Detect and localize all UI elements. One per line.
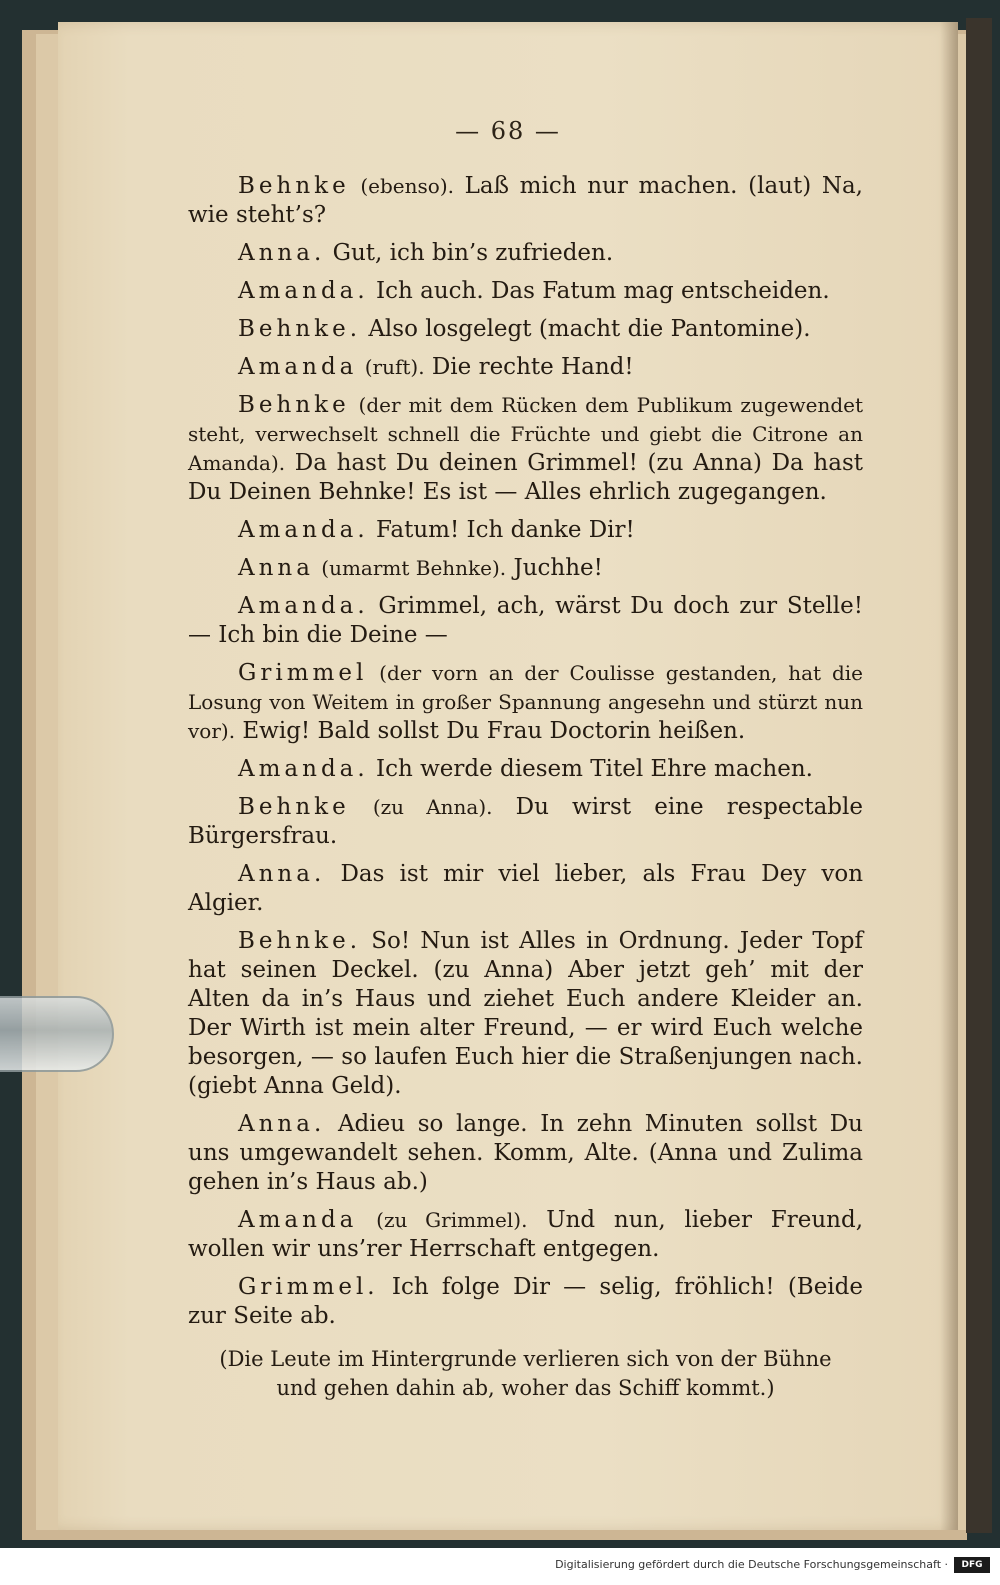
- footer-bar: [0, 1548, 1000, 1585]
- dialogue-text: Das ist mir viel lieber, als Frau Dey von Algier.: [188, 861, 864, 916]
- dialogue-text: So! Nun ist Alles in Ordnung. Jeder Topf hat seinen Deckel. (zu Anna) Aber jetzt geh’ mit der Alten da in’s Haus und ziehet Euch andere Kleider an. Der Wirth ist mein alter Freund, — er wird Euch welche besorgen, — so laufen Euch hier die Straßenjungen nach. (giebt Anna Geld).: [188, 928, 863, 1099]
- dialogue-paragraph: [188, 239, 863, 268]
- speaker-name: Amanda.: [238, 756, 369, 782]
- speaker-name: Behnke.: [238, 316, 361, 342]
- dialogue-text: Also losgelegt (macht die Pantomine).: [368, 316, 811, 342]
- dialogue-paragraph: [188, 659, 863, 746]
- dialogue-paragraph: [188, 277, 863, 306]
- dialogue-paragraph: [188, 315, 863, 344]
- speaker-name: Amanda: [238, 1207, 358, 1233]
- speaker-name: Anna.: [238, 861, 326, 887]
- dialogue-paragraph: [188, 1273, 863, 1331]
- stage-note: (ruft).: [364, 355, 425, 379]
- stage-note: (der vorn an der Coulisse gestanden, hat die Losung von Weitem in großer Spannung angesehn und stürzt nun vor).: [188, 661, 864, 743]
- dialogue-text: Laß mich nur machen. (laut) Na, wie steht’s?: [188, 173, 863, 228]
- speaker-name: Grimmel: [238, 660, 368, 686]
- dialogue-paragraph: [188, 1110, 863, 1197]
- speaker-name: Grimmel.: [238, 1274, 379, 1300]
- dialogue-paragraph: [188, 353, 863, 382]
- dialogue-text: Ich werde diesem Titel Ehre machen.: [376, 756, 813, 782]
- dialogue-text: Fatum! Ich danke Dir!: [376, 517, 635, 543]
- dialogue-paragraph: [188, 927, 863, 1101]
- speaker-name: Behnke.: [238, 928, 361, 954]
- speaker-name: Amanda.: [238, 593, 369, 619]
- adjacent-page-edge: [966, 18, 992, 1533]
- dialogue-paragraph: [188, 1206, 863, 1264]
- speaker-name: Amanda: [238, 354, 358, 380]
- dialogue-text: Da hast Du deinen Grimmel! (zu Anna) Da hast Du Deinen Behnke! Es ist — Alles ehrlich zugegangen.: [188, 450, 863, 505]
- speaker-name: Amanda.: [238, 278, 369, 304]
- stage-note: (ebenso).: [360, 174, 454, 198]
- dialogue-text: Adieu so lange. In zehn Minuten sollst Du uns umgewandelt sehen. Komm, Alte. (Anna und Zulima gehen in’s Haus ab.): [188, 1111, 863, 1195]
- stage-note: (der mit dem Rücken dem Publikum zugewendet steht, verwechselt schnell die Früchte und giebt die Citrone an Amanda).: [188, 393, 863, 475]
- dfg-logo: DFG: [954, 1557, 990, 1573]
- dialogue-text: Gut, ich bin’s zufrieden.: [332, 240, 614, 266]
- dialogue-text: Die rechte Hand!: [431, 354, 634, 380]
- footer-credit: Digitalisierung gefördert durch die Deutsche Forschungsgemeinschaft ·: [555, 1558, 948, 1571]
- dialogue-paragraph: [188, 755, 863, 784]
- speaker-name: Amanda.: [238, 517, 369, 543]
- page-clip: [0, 996, 114, 1072]
- dialogue-text: Ewig! Bald sollst Du Frau Doctorin heißen.: [242, 718, 746, 744]
- dialogue-text: Juchhe!: [513, 555, 603, 581]
- gutter-shadow: [940, 22, 958, 1530]
- stage-note: (zu Anna).: [372, 795, 493, 819]
- stage-direction: (Die Leute im Hintergrunde verlieren sich von der Bühne und gehen dahin ab, woher das Schiff kommt.): [219, 1347, 832, 1400]
- speaker-name: Anna.: [238, 1111, 326, 1137]
- page-text: [188, 172, 863, 1412]
- dialogue-paragraph: [188, 592, 863, 650]
- dialogue-text: Ich auch. Das Fatum mag entscheiden.: [376, 278, 830, 304]
- stage-note: (zu Grimmel).: [376, 1208, 528, 1232]
- dialogue-text: Grimmel, ach, wärst Du doch zur Stelle! — Ich bin die Deine —: [188, 593, 864, 648]
- page-number: — 68 —: [455, 117, 561, 145]
- stage-note: (umarmt Behnke).: [321, 556, 507, 580]
- book-page: [58, 22, 958, 1530]
- speaker-name: Anna: [238, 555, 314, 581]
- dialogue-paragraph: [188, 860, 863, 918]
- speaker-name: Behnke: [238, 794, 350, 820]
- dialogue-paragraph: [188, 516, 863, 545]
- dialogue-paragraph: [188, 391, 863, 507]
- dialogue-text: Ich folge Dir — selig, fröhlich! (Beide zur Seite ab.: [188, 1274, 863, 1329]
- dialogue-paragraph: [188, 554, 863, 583]
- dialogue-paragraph: [188, 172, 863, 230]
- speaker-name: Anna.: [238, 240, 326, 266]
- dialogue-text: Du wirst eine respectable Bürgersfrau.: [188, 794, 863, 849]
- dialogue-text: Und nun, lieber Freund, wollen wir uns’rer Herrschaft entgegen.: [188, 1207, 864, 1262]
- speaker-name: Behnke: [238, 173, 350, 199]
- speaker-name: Behnke: [238, 392, 350, 418]
- dialogue-paragraph: [188, 793, 863, 851]
